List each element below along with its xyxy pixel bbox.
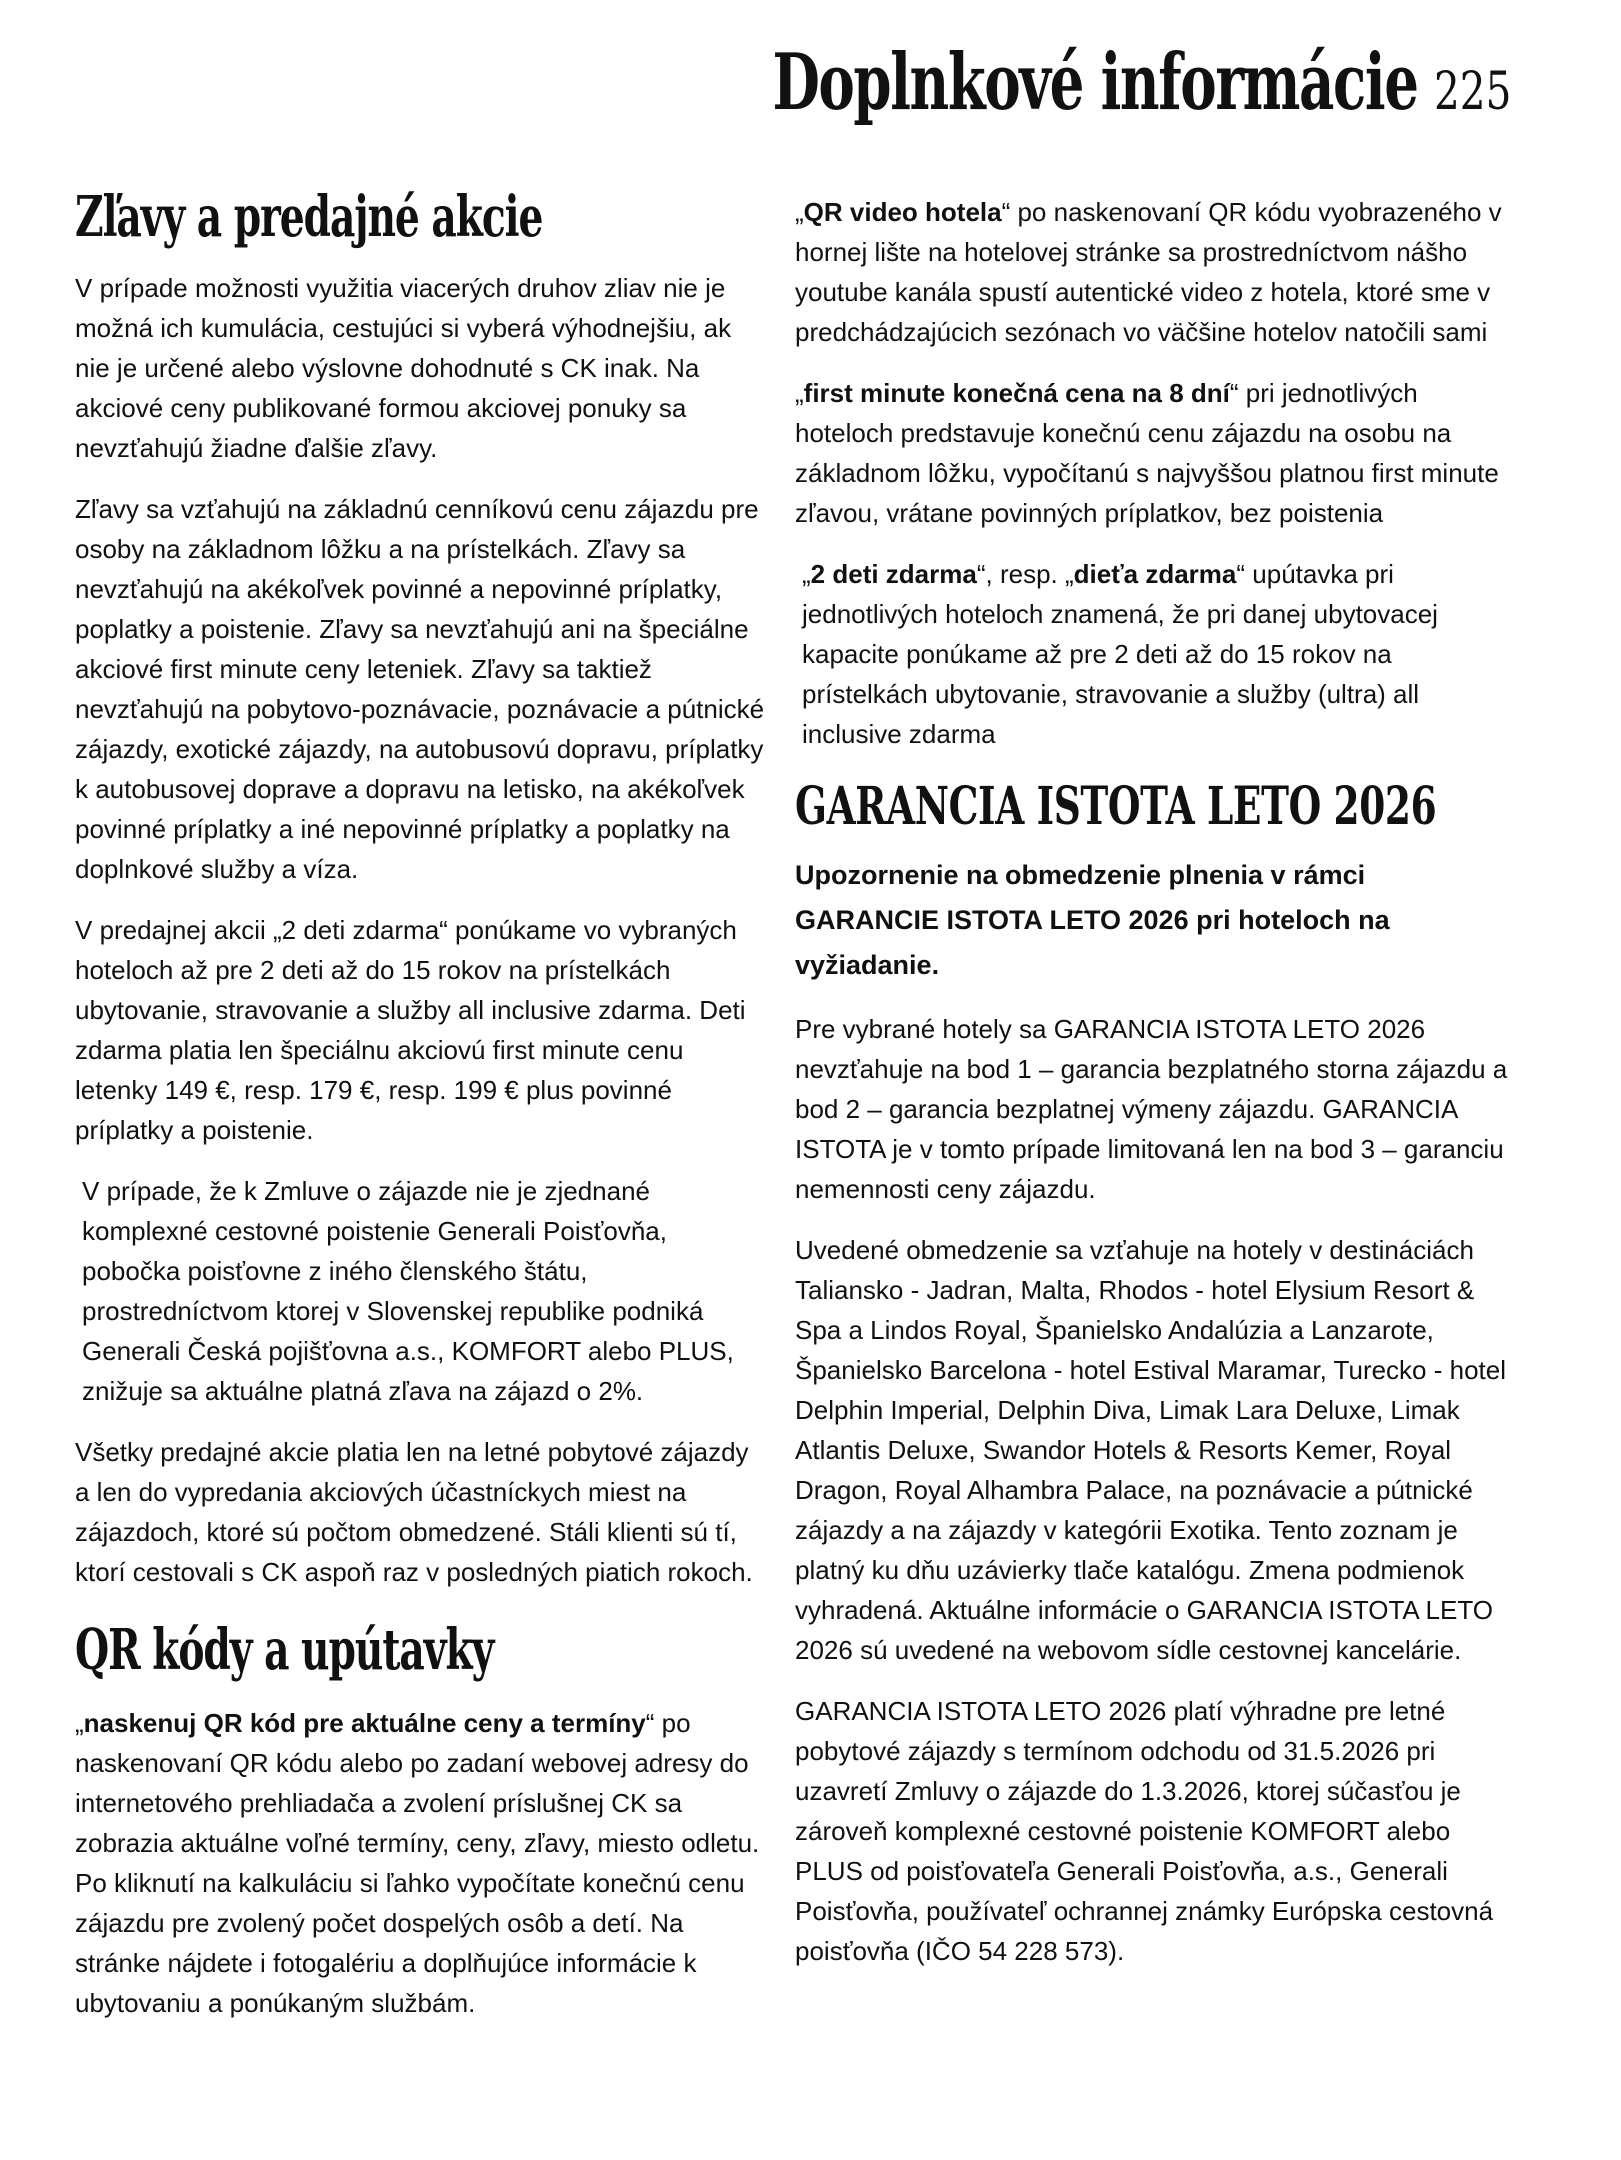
- section-heading-qr: [75, 1617, 767, 1684]
- paragraph-discounts-2: Zľavy sa vzťahujú na základnú cenníkovú cenu zájazdu pre osoby na základnom lôžku a na prístelkách. Zľavy sa nevzťahujú na akékoľvek povinné a nepovinné príplatky, poplatky a poistenie. Zľavy sa nevzťahujú ani na špeciálne akciové first minute ceny leteniek. Zľavy sa taktiež nevzťahujú na pobytovo-poznávacie, poznávacie a pútnické zájazdy, exotické zájazdy, na autobusovú dopravu, príplatky k autobusovej doprave a dopravu na letisko, na akékoľvek povinné príplatky a iné nepovinné príplatky a poplatky na doplnkové služby a víza.: [75, 494, 765, 885]
- paragraph-discounts-4: V prípade, že k Zmluve o zájazde nie je zjednané komplexné cestovné poistenie Generali Poisťovňa, pobočka poisťovne z iného členského štátu, prostredníctvom ktorej v Slovenskej republike podniká Generali Česká pojišťovna a.s., KOMFORT alebo PLUS, znižuje sa aktuálne platná zľava na zájazd o 2%.: [82, 1176, 734, 1407]
- section-heading-qr-text: QR kódy a upútavky: [75, 1617, 494, 1684]
- paragraph-garancia-2: Uvedené obmedzenie sa vzťahuje na hotely v destináciách Taliansko - Jadran, Malta, Rhodos - hotel Elysium Resort & Spa a Lindos Royal, Španielsko Andalúzia a Lanzarote, Španielsko Barcelona - hotel Estival Maramar, Turecko - hotel Delphin Imperial, Delphin Diva, Limak Lara Deluxe, Limak Atlantis Deluxe, Swandor Hotels & Resorts Kemer, Royal Dragon, Royal Alhambra Palace, na poznávacie a pútnické zájazdy a na zájazdy v kategórii Exotika. Tento zoznam je platný ku dňu uzávierky tlače katalógu. Zmena podmienok vyhradená. Aktuálne informácie o GARANCIA ISTOTA LETO 2026 sú uvedené na webovom sídle cestovnej kancelárie.: [795, 1235, 1507, 1666]
- paragraph-discounts-5: Všetky predajné akcie platia len na letné pobytové zájazdy a len do vypredania akciových účastníckych miest na zájazdoch, ktoré sú počtom obmedzené. Stáli klienti sú tí, ktorí cestovali s CK aspoň raz v posledných piatich rokoch.: [75, 1437, 753, 1588]
- paragraph-qr-video: „QR video hotela“ po naskenovaní QR kódu vyobrazeného v hornej lište na hotelovej stránke sa prostredníctvom nášho youtube kanála spustí autentické video z hotela, ktoré sme v predchádzajúcich sezónach vo väčšine hotelov natočili sami: [795, 197, 1502, 347]
- paragraph-discounts-3: V predajnej akcii „2 deti zdarma“ ponúkame vo vybraných hoteloch až pre 2 deti až do 15 rokov na prístelkách ubytovanie, stravovanie a služby all inclusive zdarma. Deti zdarma platia len špeciálnu akciovú first minute cenu letenky 149 €, resp. 179 €, resp. 199 € plus povinné príplatky a poistenie.: [75, 915, 746, 1146]
- paragraph-kids-free: „2 deti zdarma“, resp. „dieťa zdarma“ upútavka pri jednotlivých hoteloch znamená, že pri danej ubytovacej kapacite ponúkame až pre 2 deti až do 15 rokov na prístelkách ubytovanie, stravovanie a služby (ultra) all inclusive zdarma: [802, 559, 1438, 749]
- paragraph-first-minute: „first minute konečná cena na 8 dní“ pri jednotlivých hoteloch predstavuje konečnú cenu zájazdu na osobu na základnom lôžku, vypočítanú s najvyššou platnou first minute zľavou, vrátane povinných príplatkov, bez poistenia: [795, 378, 1499, 528]
- section-heading-zlavy: [75, 184, 767, 250]
- section-heading-garancia: [795, 776, 1511, 837]
- paragraph-discounts-1: V prípade možnosti využitia viacerých druhov zliav nie je možná ich kumulácia, cestujúci si vyberá výhodnejšiu, ak nie je určené alebo výslovne dohodnuté s CK inak. Na akciové ceny publikované formou akciovej ponuky sa nevzťahujú žiadne ďalšie zľavy.: [75, 273, 732, 464]
- paragraph-qr-scan: „naskenuj QR kód pre aktuálne ceny a termíny“ po naskenovaní QR kódu alebo po zadaní webovej adresy do internetového prehliadača a zvolení príslušnej CK sa zobrazia aktuálne voľné termíny, ceny, zľavy, miesto odletu. Po kliknutí na kalkuláciu si ľahko vypočítate konečnú cenu zájazdu pre zvolený počet dospelých osôb a detí. Na stránke nájdete i fotogalériu a doplňujúce informácie k ubytovaniu a ponúkaným službám.: [75, 1708, 760, 2019]
- right-column: [795, 150, 1511, 1992]
- paragraph-garancia-3: GARANCIA ISTOTA LETO 2026 platí výhradne pre letné pobytové zájazdy s termínom odchodu od 31.5.2026 pri uzavretí Zmluvy o zájazde do 1.3.2026, ktorej súčasťou je zároveň komplexné cestovné poistenie KOMFORT alebo PLUS od poisťovateľa Generali Poisťovňa, a.s., Generali Poisťovňa, používateľ ochrannej známky Európska cestovná poisťovňa (IČO 54 228 573).: [795, 1696, 1494, 1967]
- page-header: [0, 37, 1533, 128]
- left-column: [75, 150, 767, 2044]
- paragraph-garancia-notice: Upozornenie na obmedzenie plnenia v rámci GARANCIE ISTOTA LETO 2026 pri hoteloch na vyžiadanie.: [795, 860, 1390, 981]
- section-heading-garancia-text: GARANCIA ISTOTA LETO 2026: [795, 776, 1437, 837]
- paragraph-garancia-1: Pre vybrané hotely sa GARANCIA ISTOTA LETO 2026 nevzťahuje na bod 1 – garancia bezplatného storna zájazdu a bod 2 – garancia bezplatnej výmeny zájazdu. GARANCIA ISTOTA je v tomto prípade limitovaná len na bod 3 – garanciu nemennosti ceny zájazdu.: [795, 1014, 1508, 1205]
- page-title: Doplnkové informácie: [772, 37, 1418, 128]
- page-number: 225: [1433, 62, 1512, 122]
- section-heading-zlavy-text: Zľavy a predajné akcie: [75, 184, 543, 250]
